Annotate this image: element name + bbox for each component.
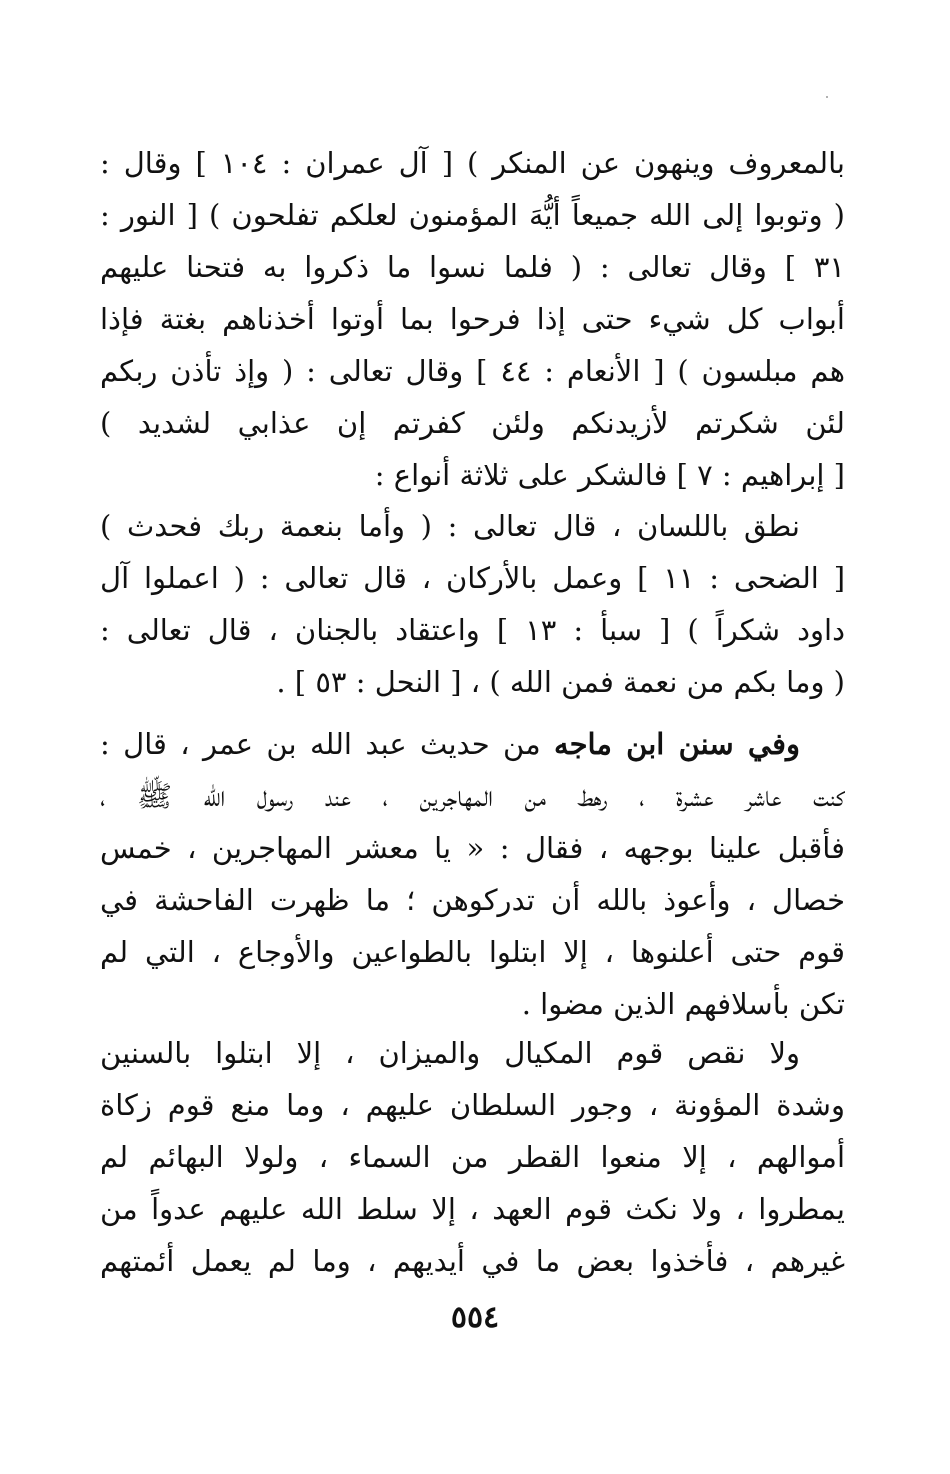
- text-line: نطق باللسان ، قال تعالى : ( وأما بنعمة ربك فحدث ): [100, 509, 800, 543]
- text-line: تكن بأسلافهم الذين مضوا .: [521, 987, 845, 1021]
- text-line-rest: من حديث عبد الله بن عمر ، قال :: [100, 727, 555, 761]
- text-line: أموالهم ، إلا منعوا القطر من السماء ، ولولا البهائم لم: [100, 1140, 845, 1174]
- paragraph-2: [100, 500, 845, 708]
- text-line: قوم حتى أعلنوها ، إلا ابتلوا بالطواعين والأوجاع ، التي لم: [100, 935, 845, 969]
- paragraph-4: [100, 1027, 845, 1287]
- text-line: وشدة المؤونة ، وجور السلطان عليهم ، وما منع قوم زكاة: [100, 1088, 845, 1122]
- text-line: بالمعروف وينهون عن المنكر ) [ آل عمران : ١٠٤ ] وقال :: [100, 146, 845, 180]
- text-line: داود شكراً ) [ سبأ : ١٣ ] واعتقاد بالجنان ، قال تعالى :: [100, 613, 845, 647]
- source-citation: وفي سنن ابن ماجه: [554, 727, 800, 761]
- text-line: خصال ، وأعوذ بالله أن تدركوهن ؛ ما ظهرت الفاحشة في: [100, 883, 845, 917]
- text-line: ( وما بكم من نعمة فمن الله ) ، [ النحل : ٥٣ ] .: [276, 665, 845, 699]
- text-line: [ الضحى : ١١ ] وعمل بالأركان ، قال تعالى : ( اعملوا آل: [100, 561, 845, 595]
- text-line: أبواب كل شيء حتى إذا فرحوا بما أوتوا أخذناهم بغتة فإذا: [100, 302, 845, 336]
- text-line: [ إبراهيم : ٧ ] فالشكر على ثلاثة أنواع :: [374, 458, 845, 492]
- text-line: ( وتوبوا إلى الله جميعاً أيُّهَ المؤمنون لعلكم تفلحون ) [ النور :: [100, 198, 845, 232]
- text-line: غيرهم ، فأخذوا بعض ما في أيديهم ، وما لم يعمل أئمتهم: [100, 1244, 845, 1278]
- text-line: لئن شكرتم لأزيدنكم ولئن كفرتم إن عذابي لشديد ): [100, 406, 845, 440]
- text-line: ولا نقص قوم المكيال والميزان ، إلا ابتلوا بالسنين: [100, 1036, 800, 1070]
- paragraph-3: [100, 718, 845, 1030]
- text-line: فأقبل علينا بوجهه ، فقال : « يا معشر المهاجرين ، خمس: [100, 831, 845, 865]
- text-line: كنت عاشر عشرة ، رهط من المهاجرين ، عند رسول الله ﷺ ،: [100, 779, 845, 813]
- text-line: [100, 718, 845, 770]
- text-line: يمطروا ، ولا نكث قوم العهد ، إلا سلط الله عليهم عدواً من: [100, 1192, 845, 1226]
- paragraph-1: [100, 137, 845, 501]
- page-number: ٥٥٤: [450, 1300, 500, 1335]
- scan-speck: [826, 96, 828, 98]
- text-line: هم مبلسون ) [ الأنعام : ٤٤ ] وقال تعالى : ( وإذ تأذن ربكم: [100, 354, 845, 388]
- text-line: ٣١ ] وقال تعالى : ( فلما نسوا ما ذكروا به فتحنا عليهم: [100, 250, 845, 284]
